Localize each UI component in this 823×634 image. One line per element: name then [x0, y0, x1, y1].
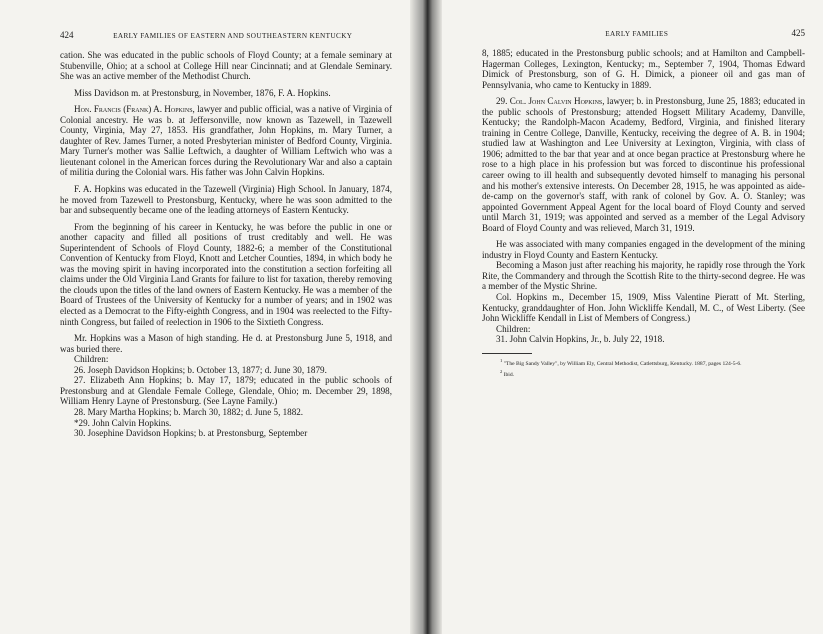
children-heading: Children: — [74, 354, 109, 365]
list-item: 30. Josephine Davidson Hopkins; b. at Prestonsburg, September — [74, 428, 308, 439]
right-page — [442, 0, 823, 634]
paragraph: Becoming a Mason just after reaching his majority, he rapidly rose through the York Rite, the Commandery and through the Scottish Rite to the thirty-second degree. He was a member of the Mystic Shrine. — [482, 260, 805, 292]
list-item: 26. Joseph Davidson Hopkins; b. October 13, 1877; d. June 30, 1879. — [74, 364, 327, 375]
person-name-heading: Col. John Calvin Hopkins, — [509, 96, 605, 107]
footnote-rule — [482, 353, 532, 354]
right-body-text — [482, 48, 805, 378]
person-name-heading: Hon. Francis (Frank) A. Hopkins, — [74, 104, 195, 115]
right-page-header — [482, 28, 805, 38]
paragraph: He was associated with many companies engaged in the development of the mining industry in Floyd County and Eastern Kentucky. — [482, 239, 805, 260]
paragraph: F. A. Hopkins was educated in the Tazewell (Virginia) High School. In January, 1874, he moved from Tazewell to Prestonsburg, Kentucky, where he was soon admitted to the bar and subsequently became one of the leading attorneys of Eastern Kentucky. — [60, 184, 392, 216]
paragraph: Mr. Hopkins was a Mason of high standing. He d. at Prestonsburg June 5, 1918, and was buried there. — [60, 333, 392, 354]
left-running-head: EARLY FAMILIES OF EASTERN AND SOUTHEASTERN KENTUCKY — [113, 32, 353, 40]
footnote: $^1$ "The Big Sandy Valley", by William Ely, Central Methodist, Catlettsburg, Kentucky. 1887, pages 124-5-6. — [500, 357, 742, 367]
paragraph: Col. Hopkins m., December 15, 1909, Miss Valentine Pieratt of Mt. Sterling, Kentucky, granddaughter of Hon. John Wickliffe Kendall, M. C., of West Liberty. (See John Wickliffe Kendall in List of Members of Congress.) — [482, 292, 805, 324]
list-item: 27. Elizabeth Ann Hopkins; b. May 17, 1879; educated in the public schools of Prestonsburg and at Glendale Female College, Glendale, Ohio; m. December 29, 1898, William Henry Layne of Prestonsburg. (See Layne Family.) — [60, 375, 392, 407]
left-page-header — [60, 30, 392, 40]
paragraph: From the beginning of his career in Kentucky, he was before the public in one or another capacity and filled all positions of trust creditably and well. He was Superintendent of Schools of Floyd County, 1882-6; a member of the Constitutional Convention of Kentucky from Floyd, Knott and Letcher Counties, 1894, in which body he was the moving spirit in having incorporated into the constitution a section forfeiting all claims under the Old Virginia Land Grants for failure to list for taxation, thereby removing the clouds upon the titles of the land owners of Eastern Kentucky. He was a member of the Board of Trustees of the University of Kentucky for a number of years; and in 1902 was elected as a Democrat to the Fifty-eighth Congress, and in 1904 was reelected to the Fifty-ninth Congress, but failed of reelection in 1906 to the Sixtieth Congress. — [60, 221, 392, 327]
children-heading: Children: — [496, 323, 531, 334]
left-body-text — [60, 50, 392, 439]
paragraph-col-hopkins-bio: 29. Col. John Calvin Hopkins, lawyer; b. in Prestonsburg, June 25, 1883; educated in the public schools of Prestonsburg; attended Hogsett Military Academy, Danville, Kentucky; the Randolph-Macon Academy, Bedford, Virginia, and finished literary training in Centre College, Danville, Kentucky, receiving the degree of A. B. in 1904; studied law at Washington and Lee University at Lexington, Virginia, with class of 1906; admitted to the bar that year and at once began practice at Prestonsburg where he rose to a high place in his profession but was forced to discontinue his professional career owing to ill health and subsequently devoted himself to managing his personal and his mother's extensive interests. On December 28, 1915, he was appointed as aide-de-camp on the governor's staff, with rank of colonel by Gov. A. O. Stanley; was appointed Government Appeal Agent for the local board of Floyd County and served until March 31, 1919; was appointed and served as a member of the Legal Advisory Board of Floyd County and was relieved, March 31, 1919. — [482, 96, 806, 233]
left-page — [0, 0, 410, 634]
list-item: 28. Mary Martha Hopkins; b. March 30, 1882; d. June 5, 1882. — [74, 406, 304, 417]
paragraph: 8, 1885; educated in the Prestonsburg public schools; and at Hamilton and Campbell-Hagerman Colleges, Lexington, Kentucky; m., September 7, 1904, Thomas Edward Dimick of Prestonsburg, son of G. H. Dimick, a pioneer oil and gas man of Pennsylvania, who came to Kentucky in 1889. — [482, 48, 805, 90]
paragraph: Miss Davidson m. at Prestonsburg, in November, 1876, F. A. Hopkins. — [74, 87, 331, 98]
paragraph-hopkins-bio: Hon. Francis (Frank) A. Hopkins, lawyer and public official, was a native of Virginia of Colonial ancestry. He was b. at Jeffersonville, now known as Tazewell, in Tazewell County, Virginia, May 27, 1853. His grandfather, John Hopkins, m. Mary Turner, a daughter of Rev. James Turner, a noted Presbyterian minister of Bedford County, Virginia. Mary Turner's mother was Sallie Leftwich, a daughter of William Leftwich who was a lieutenant colonel in the American forces during the Revolutionary War and also a captain of militia during the Colonial wars. His father was John Calvin Hopkins. — [60, 104, 392, 178]
left-page-number: 424 — [60, 30, 74, 40]
list-item: 31. John Calvin Hopkins, Jr., b. July 22, 1918. — [496, 334, 665, 345]
right-page-number: 425 — [791, 28, 805, 38]
list-item: *29. John Calvin Hopkins. — [74, 417, 172, 428]
footnote: $^2$ Ibid. — [500, 368, 515, 378]
paragraph: cation. She was educated in the public schools of Floyd County; at a female seminary at Stubenville, Ohio; at a school at College Hill near Cincinnati; and at Glendale Seminary. She was an active member of the Methodist Church. — [60, 50, 392, 82]
book-gutter — [410, 0, 442, 634]
right-running-head: EARLY FAMILIES — [605, 30, 669, 38]
